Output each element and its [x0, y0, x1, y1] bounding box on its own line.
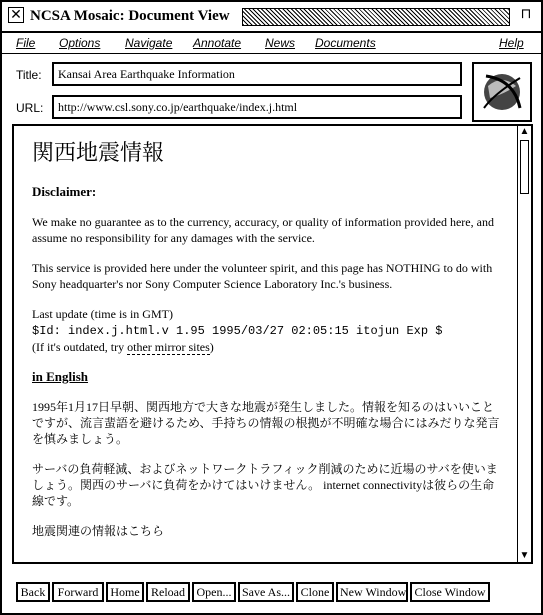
page-heading: 関西地震情報 — [32, 140, 165, 165]
forward-button[interactable]: Forward — [52, 582, 104, 602]
menu-documents[interactable]: Documents — [315, 36, 376, 50]
menu-annotate[interactable]: Annotate — [193, 36, 242, 50]
title-bar[interactable] — [2, 2, 541, 32]
clone-button[interactable]: Clone — [296, 582, 334, 602]
jp-paragraph-2: サーバの負荷軽減、およびネットワークトラフィック削減のために近場のサバを使いましょう。関西のサーバに負荷をかけてはいけません。 internet connectivityは彼らの生命線です。 — [32, 462, 498, 508]
title-field[interactable]: Kansai Area Earthquake Information — [52, 62, 462, 86]
window-title: NCSA Mosaic: Document View — [30, 8, 236, 25]
open-button[interactable]: Open... — [192, 582, 236, 602]
outdated-suffix: ) — [209, 340, 214, 354]
mosaic-globe-logo-icon[interactable] — [472, 62, 532, 122]
save-as-button[interactable]: Save As... — [238, 582, 294, 602]
close-window-button[interactable]: Close Window — [410, 582, 490, 602]
document-view — [12, 124, 533, 564]
menu-file[interactable]: File — [16, 36, 36, 50]
button-bar — [2, 580, 541, 608]
scroll-up-arrow-icon[interactable]: ▲ — [519, 126, 530, 137]
back-button[interactable]: Back — [16, 582, 50, 602]
last-update-label: Last update (time is in GMT) — [32, 307, 173, 321]
title-label: Title: — [16, 68, 42, 82]
vertical-scrollbar[interactable] — [517, 126, 531, 562]
rcs-id: $Id: index.j.html.v 1.95 1995/03/27 02:05:15 itojun Exp $ — [32, 324, 443, 338]
jp-paragraph-3: 地震関連の情報はこちら — [32, 524, 165, 538]
last-update — [32, 306, 502, 355]
reload-button[interactable]: Reload — [146, 582, 190, 602]
menu-help[interactable]: Help — [499, 36, 524, 50]
mirror-sites-link[interactable]: other mirror sites — [127, 340, 210, 354]
url-label: URL: — [16, 101, 44, 115]
menu-news[interactable]: News — [265, 36, 296, 50]
disclaimer-text-2: This service is provided here under the volunteer spirit, and this page has NOTHING to do with Sony headquarter's nor Sony Computer Science Laboratory Inc.'s business. — [32, 261, 493, 291]
menu-navigate[interactable]: Navigate — [125, 36, 173, 50]
document-content — [32, 140, 502, 553]
url-field[interactable]: http://www.csl.sony.co.jp/earthquake/index.j.html — [52, 95, 462, 119]
title-bar-stipple — [242, 8, 510, 26]
new-window-button[interactable]: New Window — [336, 582, 408, 602]
jp-paragraph-1: 1995年1月17日早朝、関西地方で大きな地震が発生しました。情報を知るのはいいことですが、流言蜚語を避けるため、手持ちの情報の根拠が不明確な場合にはみだりな発言を慎みましょう。 — [32, 400, 500, 446]
home-button[interactable]: Home — [106, 582, 144, 602]
maximize-icon[interactable]: ⊓ — [520, 6, 532, 22]
disclaimer-text-1: We make no guarantee as to the currency, accuracy, or quality of information provided here, and assume no responsibility for any damages with the service. — [32, 215, 494, 245]
english-link[interactable]: in English — [32, 369, 89, 384]
outdated-prefix: (If it's outdated, try — [32, 340, 128, 354]
scroll-down-arrow-icon[interactable]: ▼ — [519, 550, 530, 561]
menu-bar — [2, 32, 541, 54]
disclaimer-heading: Disclaimer: — [32, 184, 97, 199]
close-icon[interactable]: ✕ — [8, 7, 24, 23]
scroll-thumb[interactable] — [520, 140, 529, 194]
menu-options[interactable]: Options — [59, 36, 101, 50]
